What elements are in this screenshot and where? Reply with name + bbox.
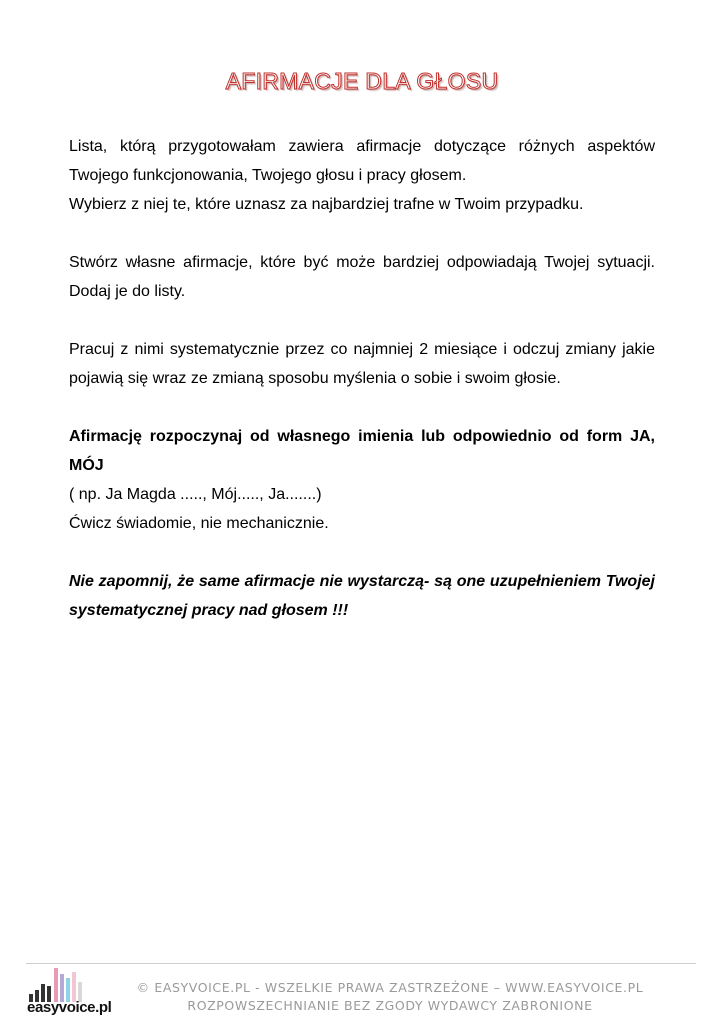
logo-wordmark: easyvoice.pl [27, 999, 112, 1016]
document-body [69, 132, 655, 625]
footer-copyright [118, 979, 662, 1015]
paragraph-spacer [69, 306, 655, 335]
consciously-line: Ćwicz świadomie, nie mechanicznie. [69, 515, 329, 532]
copyright-line-1: © EASYVOICE.PL - WSZELKIE PRAWA ZASTRZEŻONE – WWW.EASYVOICE.PL [136, 980, 644, 995]
intro-paragraph: Lista, którą przygotowałam zawiera afirmacje dotyczące różnych aspektów Twojego funkcjonowania, Twojego głosu i pracy głosem. [69, 138, 655, 184]
easyvoice-logo [26, 966, 118, 1018]
paragraph-spacer [69, 219, 655, 248]
reminder-paragraph: Nie zapomnij, że same afirmacje nie wystarczą- są one uzupełnieniem Twojej systematycznej pracy nad głosem !!! [69, 573, 655, 619]
copyright-line-2: ROZPOWSZECHNIANIE BEZ ZGODY WYDAWCY ZABRONIONE [187, 998, 593, 1013]
start-with-name-paragraph: Afirmację rozpoczynaj od własnego imienia lub odpowiednio od form JA, MÓJ [69, 428, 655, 474]
create-own-paragraph: Stwórz własne afirmacje, które być może bardziej odpowiadają Twojej sytuacji. Dodaj je do listy. [69, 254, 655, 300]
paragraph-spacer [69, 393, 655, 422]
equalizer-bars-icon [26, 966, 118, 1002]
example-line: ( np. Ja Magda ....., Mój....., Ja.......) [69, 486, 322, 503]
intro-instruction: Wybierz z niej te, które uznasz za najbardziej trafne w Twoim przypadku. [69, 196, 584, 213]
practice-paragraph: Pracuj z nimi systematycznie przez co najmniej 2 miesiące i odczuj zmiany jakie pojawią się wraz ze zmianą sposobu myślenia o sobie i swoim głosie. [69, 341, 655, 387]
paragraph-spacer [69, 538, 655, 567]
footer-divider [26, 963, 696, 964]
page-title: AFIRMACJE DLA GŁOSU [225, 68, 499, 94]
